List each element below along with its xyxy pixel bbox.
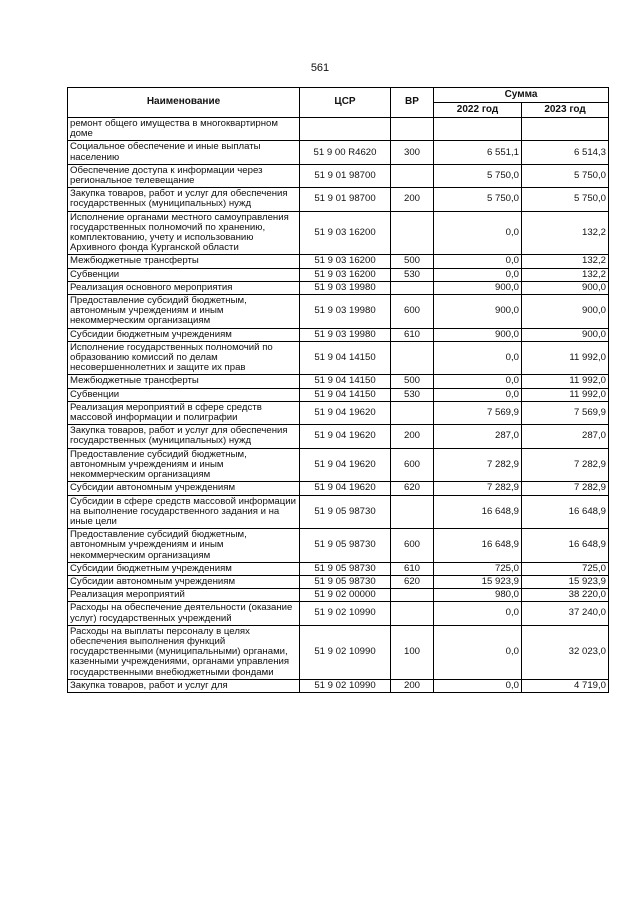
row-name: ремонт общего имущества в многоквартирном доме <box>68 118 300 141</box>
table-row <box>68 375 609 388</box>
row-sum-2022: 7 282,9 <box>434 482 522 495</box>
row-name: Исполнение государственных полномочий по образованию комиссий по делам несовершеннолетних и защите их прав <box>68 341 300 375</box>
row-vr <box>391 281 434 294</box>
row-sum-2023: 16 648,9 <box>522 529 609 563</box>
table-row <box>68 141 609 164</box>
row-sum-2022: 7 282,9 <box>434 448 522 482</box>
row-sum-2022: 16 648,9 <box>434 495 522 529</box>
row-sum-2023: 900,0 <box>522 328 609 341</box>
row-name: Предоставление субсидий бюджетным, автономным учреждениям и иным некоммерческим организациям <box>68 295 300 329</box>
row-sum-2022: 287,0 <box>434 425 522 448</box>
row-csr: 51 9 03 16200 <box>300 211 391 255</box>
row-name: Исполнение органами местного самоуправления государственных полномочий по хранению, комплектованию, учету и использованию Архивного фонда Курганской области <box>68 211 300 255</box>
row-vr: 610 <box>391 562 434 575</box>
row-sum-2022: 16 648,9 <box>434 529 522 563</box>
row-sum-2023: 16 648,9 <box>522 495 609 529</box>
row-sum-2023: 132,2 <box>522 268 609 281</box>
row-vr: 620 <box>391 482 434 495</box>
row-name: Субсидии бюджетным учреждениям <box>68 562 300 575</box>
row-sum-2022: 0,0 <box>434 341 522 375</box>
row-name: Закупка товаров, работ и услуг для обеспечения государственных (муниципальных) нужд <box>68 425 300 448</box>
row-csr: 51 9 02 10990 <box>300 679 391 692</box>
row-vr <box>391 602 434 625</box>
row-sum-2022: 0,0 <box>434 211 522 255</box>
row-sum-2022: 0,0 <box>434 679 522 692</box>
row-sum-2022: 725,0 <box>434 562 522 575</box>
table-row <box>68 482 609 495</box>
row-sum-2022: 6 551,1 <box>434 141 522 164</box>
row-sum-2023: 38 220,0 <box>522 589 609 602</box>
table-body <box>68 118 609 693</box>
row-sum-2022: 0,0 <box>434 268 522 281</box>
table-row <box>68 188 609 211</box>
row-vr: 600 <box>391 295 434 329</box>
row-vr: 620 <box>391 575 434 588</box>
row-vr: 530 <box>391 268 434 281</box>
row-sum-2023: 132,2 <box>522 211 609 255</box>
row-vr: 100 <box>391 625 434 679</box>
row-sum-2023: 725,0 <box>522 562 609 575</box>
table-row <box>68 281 609 294</box>
row-sum-2022: 0,0 <box>434 602 522 625</box>
row-vr: 200 <box>391 188 434 211</box>
row-name: Обеспечение доступа к информации через региональное телевещание <box>68 164 300 187</box>
row-sum-2022: 0,0 <box>434 255 522 268</box>
row-sum-2022: 7 569,9 <box>434 401 522 424</box>
table-row <box>68 164 609 187</box>
row-name: Межбюджетные трансферты <box>68 255 300 268</box>
row-sum-2023: 5 750,0 <box>522 188 609 211</box>
table-row <box>68 118 609 141</box>
page-number: 561 <box>310 62 330 74</box>
table-row <box>68 211 609 255</box>
row-vr <box>391 589 434 602</box>
row-name: Предоставление субсидий бюджетным, автономным учреждениям и иным некоммерческим организациям <box>68 448 300 482</box>
row-vr <box>391 495 434 529</box>
row-sum-2023: 7 282,9 <box>522 448 609 482</box>
row-name: Расходы на обеспечение деятельности (оказание услуг) государственных учреждений <box>68 602 300 625</box>
table-row <box>68 401 609 424</box>
row-csr: 51 9 02 10990 <box>300 625 391 679</box>
row-sum-2022: 0,0 <box>434 375 522 388</box>
row-name: Субсидии в сфере средств массовой информации на выполнение государственного задания и на иные цели <box>68 495 300 529</box>
row-sum-2022: 900,0 <box>434 328 522 341</box>
row-sum-2023: 11 992,0 <box>522 375 609 388</box>
table-row <box>68 448 609 482</box>
table-row <box>68 328 609 341</box>
row-sum-2023: 287,0 <box>522 425 609 448</box>
row-vr: 200 <box>391 425 434 448</box>
header-year-2023: 2023 год <box>522 103 609 118</box>
row-vr: 500 <box>391 255 434 268</box>
header-sum: Сумма <box>434 88 609 103</box>
row-name: Расходы на выплаты персоналу в целях обеспечения выполнения функций государственными (муниципальными) органами, казенными учреждениями, органами управления государственными внебюджетными фондами <box>68 625 300 679</box>
row-name: Субсидии бюджетным учреждениям <box>68 328 300 341</box>
row-csr: 51 9 03 19980 <box>300 281 391 294</box>
row-sum-2022: 900,0 <box>434 295 522 329</box>
row-csr: 51 9 03 19980 <box>300 328 391 341</box>
row-name: Субсидии автономным учреждениям <box>68 575 300 588</box>
row-sum-2022: 0,0 <box>434 388 522 401</box>
table-row <box>68 295 609 329</box>
row-name: Закупка товаров, работ и услуг для <box>68 679 300 692</box>
header-csr: ЦСР <box>300 88 391 118</box>
row-csr: 51 9 04 19620 <box>300 482 391 495</box>
row-vr <box>391 401 434 424</box>
row-vr: 500 <box>391 375 434 388</box>
row-vr <box>391 118 434 141</box>
row-csr: 51 9 03 16200 <box>300 255 391 268</box>
row-name: Реализация мероприятий <box>68 589 300 602</box>
row-vr <box>391 341 434 375</box>
header-name: Наименование <box>68 88 300 118</box>
row-csr: 51 9 05 98730 <box>300 529 391 563</box>
row-name: Субвенции <box>68 388 300 401</box>
row-csr: 51 9 04 14150 <box>300 388 391 401</box>
table-row <box>68 529 609 563</box>
row-name: Реализация основного мероприятия <box>68 281 300 294</box>
row-sum-2023: 5 750,0 <box>522 164 609 187</box>
row-csr: 51 9 03 16200 <box>300 268 391 281</box>
row-name: Субсидии автономным учреждениям <box>68 482 300 495</box>
row-sum-2022: 5 750,0 <box>434 188 522 211</box>
row-sum-2023: 900,0 <box>522 295 609 329</box>
row-vr <box>391 164 434 187</box>
table-row <box>68 388 609 401</box>
row-csr: 51 9 04 19620 <box>300 401 391 424</box>
row-sum-2023: 15 923,9 <box>522 575 609 588</box>
header-vr: ВР <box>391 88 434 118</box>
budget-table <box>67 87 609 693</box>
row-sum-2023: 4 719,0 <box>522 679 609 692</box>
table-row <box>68 589 609 602</box>
row-name: Реализация мероприятий в сфере средств массовой информации и полиграфии <box>68 401 300 424</box>
row-csr: 51 9 03 19980 <box>300 295 391 329</box>
row-name: Закупка товаров, работ и услуг для обеспечения государственных (муниципальных) нужд <box>68 188 300 211</box>
row-sum-2023: 7 282,9 <box>522 482 609 495</box>
row-sum-2023 <box>522 118 609 141</box>
row-sum-2022: 900,0 <box>434 281 522 294</box>
row-vr: 600 <box>391 529 434 563</box>
row-sum-2022 <box>434 118 522 141</box>
row-sum-2023: 6 514,3 <box>522 141 609 164</box>
row-csr: 51 9 05 98730 <box>300 562 391 575</box>
row-csr: 51 9 04 14150 <box>300 375 391 388</box>
row-csr: 51 9 04 19620 <box>300 425 391 448</box>
row-sum-2022: 980,0 <box>434 589 522 602</box>
table-row <box>68 625 609 679</box>
row-sum-2023: 32 023,0 <box>522 625 609 679</box>
row-sum-2022: 15 923,9 <box>434 575 522 588</box>
row-csr: 51 9 01 98700 <box>300 188 391 211</box>
table-row <box>68 268 609 281</box>
table-row <box>68 575 609 588</box>
table-row <box>68 679 609 692</box>
row-csr: 51 9 04 14150 <box>300 341 391 375</box>
row-sum-2023: 11 992,0 <box>522 341 609 375</box>
row-vr <box>391 211 434 255</box>
table-row <box>68 602 609 625</box>
row-sum-2022: 5 750,0 <box>434 164 522 187</box>
table-row <box>68 255 609 268</box>
row-name: Межбюджетные трансферты <box>68 375 300 388</box>
row-csr: 51 9 01 98700 <box>300 164 391 187</box>
row-vr: 300 <box>391 141 434 164</box>
row-vr: 530 <box>391 388 434 401</box>
header-year-2022: 2022 год <box>434 103 522 118</box>
table-row <box>68 562 609 575</box>
row-sum-2023: 900,0 <box>522 281 609 294</box>
row-sum-2023: 132,2 <box>522 255 609 268</box>
table-row <box>68 341 609 375</box>
row-sum-2023: 11 992,0 <box>522 388 609 401</box>
row-vr: 610 <box>391 328 434 341</box>
row-csr: 51 9 04 19620 <box>300 448 391 482</box>
row-csr: 51 9 05 98730 <box>300 575 391 588</box>
row-sum-2023: 37 240,0 <box>522 602 609 625</box>
row-vr: 600 <box>391 448 434 482</box>
row-csr: 51 9 02 00000 <box>300 589 391 602</box>
row-name: Социальное обеспечение и иные выплаты населению <box>68 141 300 164</box>
row-vr: 200 <box>391 679 434 692</box>
row-sum-2023: 7 569,9 <box>522 401 609 424</box>
row-csr: 51 9 02 10990 <box>300 602 391 625</box>
row-csr <box>300 118 391 141</box>
row-sum-2022: 0,0 <box>434 625 522 679</box>
table-row <box>68 495 609 529</box>
row-name: Предоставление субсидий бюджетным, автономным учреждениям и иным некоммерческим организациям <box>68 529 300 563</box>
table-row <box>68 425 609 448</box>
row-name: Субвенции <box>68 268 300 281</box>
row-csr: 51 9 05 98730 <box>300 495 391 529</box>
row-csr: 51 9 00 R4620 <box>300 141 391 164</box>
